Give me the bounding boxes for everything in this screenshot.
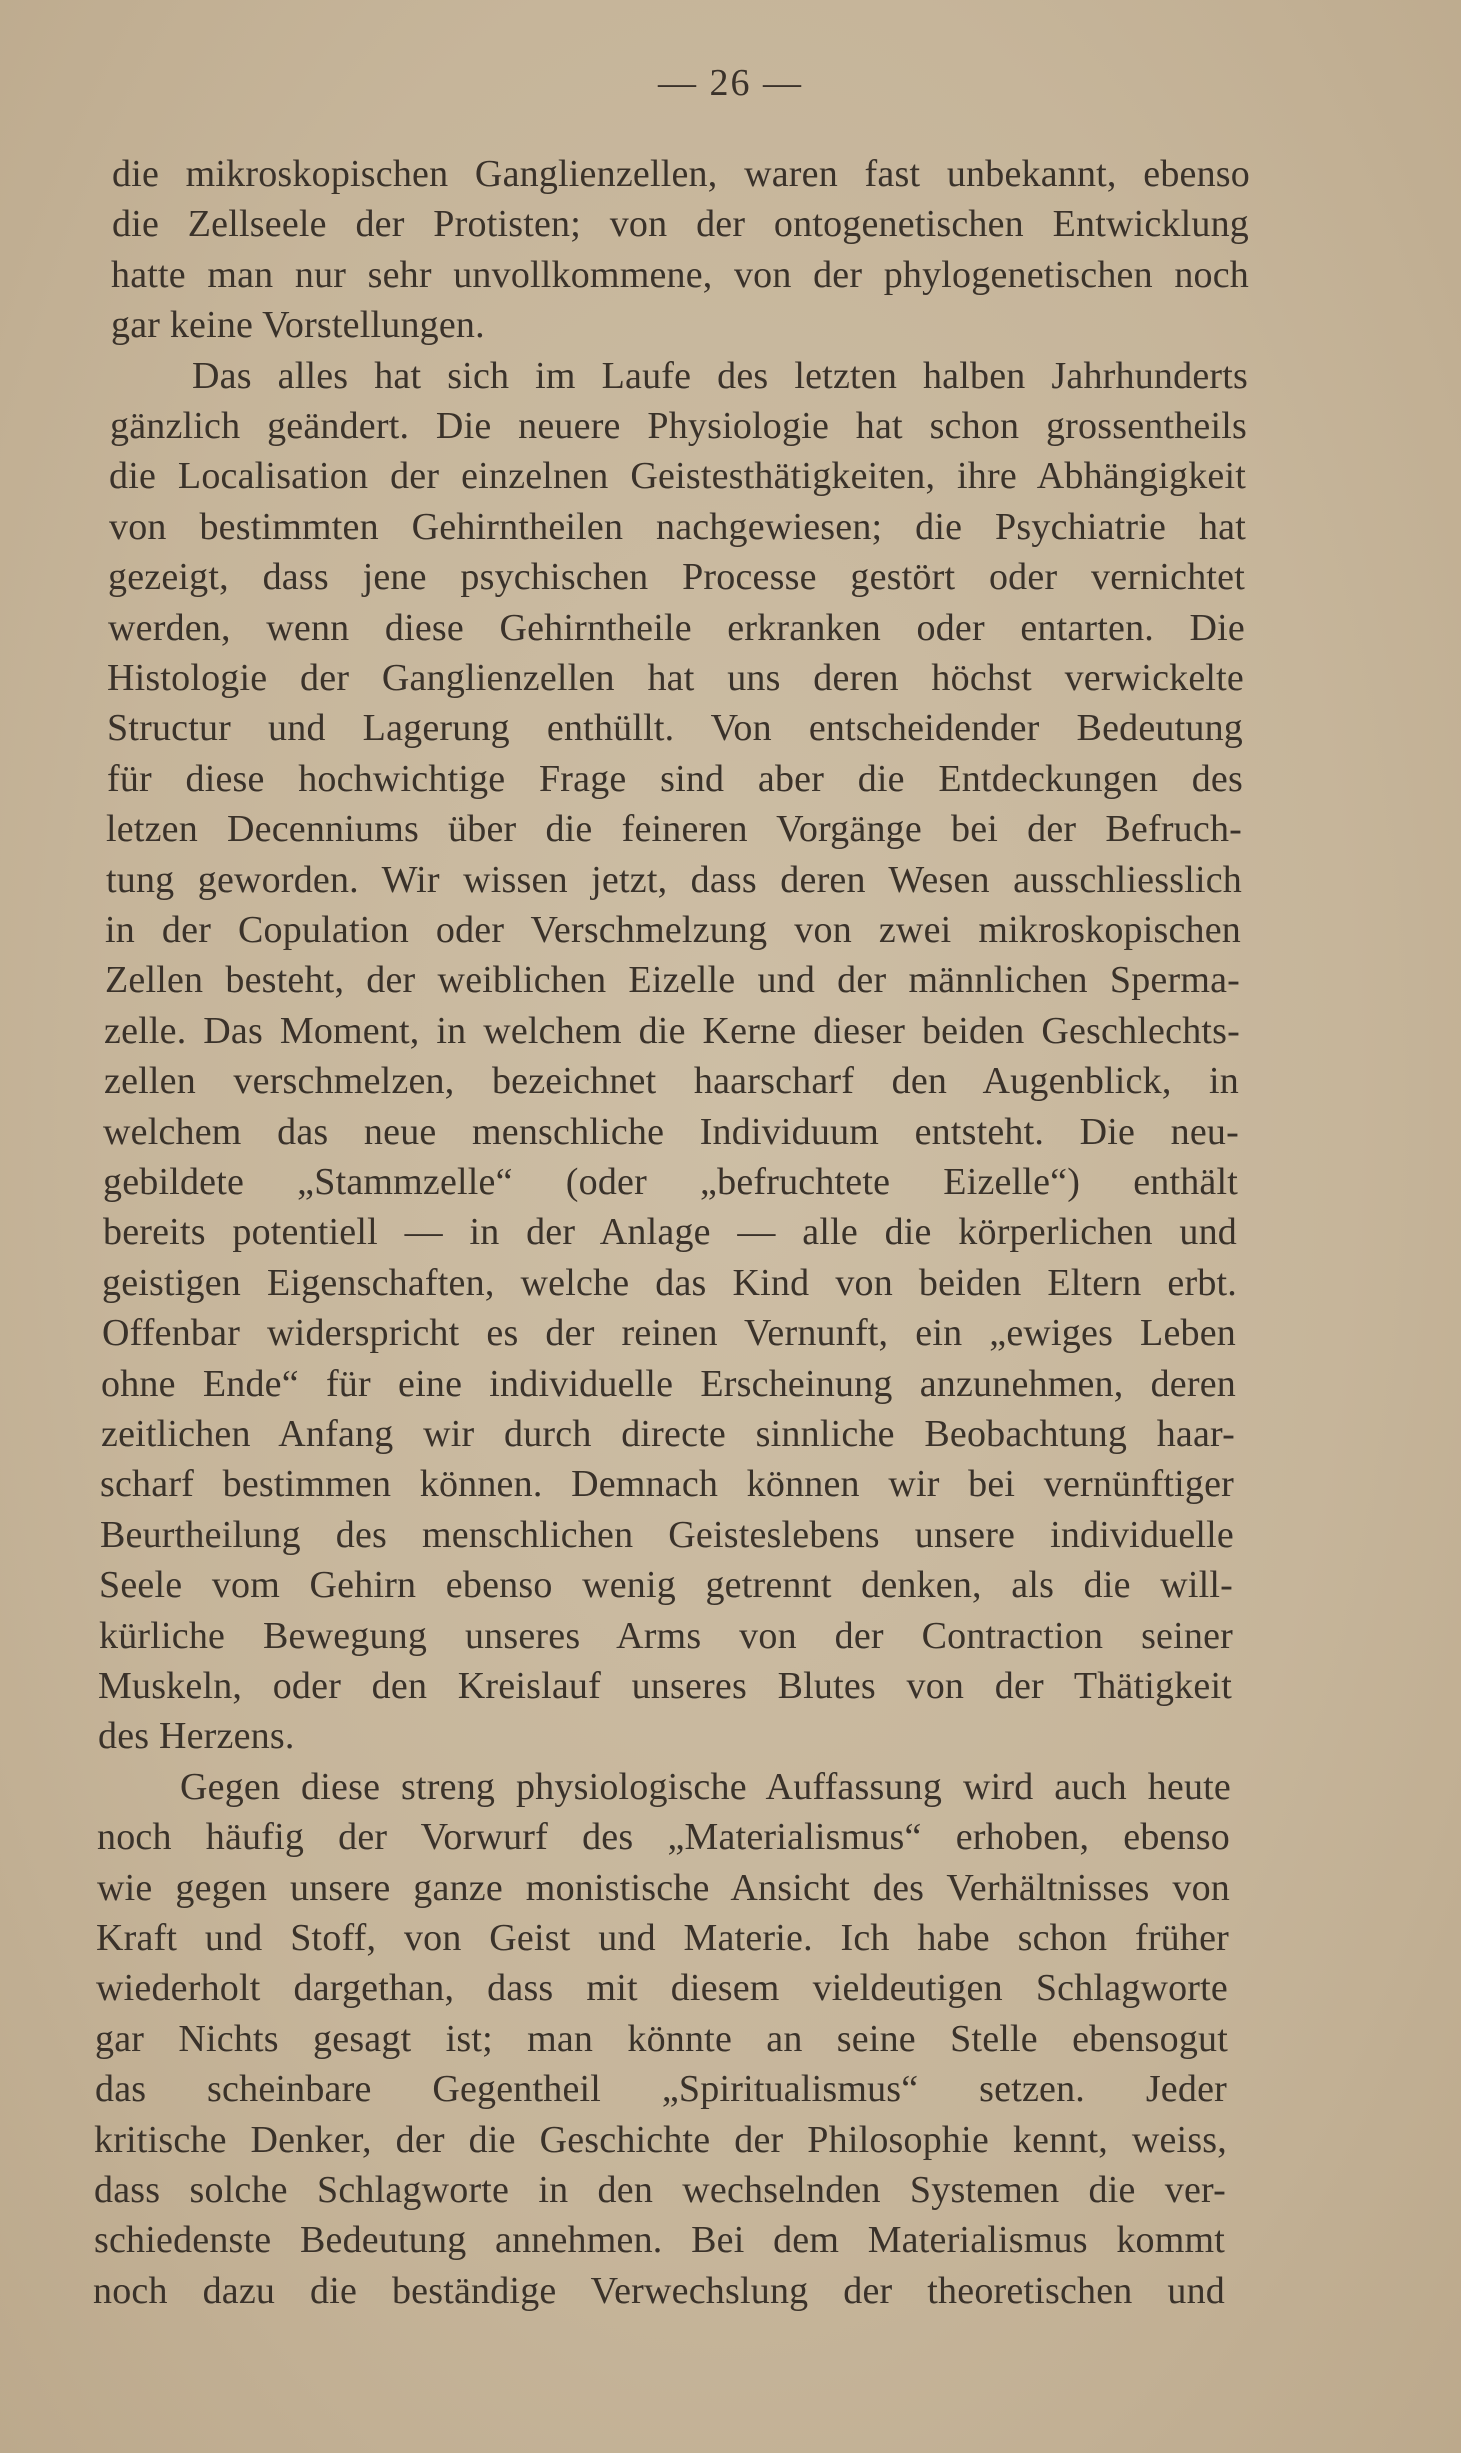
text-line: von bestimmten Gehirntheilen nachgewiesen; die Psychiatrie hat: [109, 505, 1246, 548]
text-line: gezeigt, dass jene psychischen Processe gestört oder vernichtet: [108, 556, 1245, 599]
text-line: kritische Denker, der die Geschichte der Philosophie kennt, weiss,: [94, 2118, 1227, 2161]
text-line: wie gegen unsere ganze monistische Ansicht des Verhältnisses von: [97, 1866, 1230, 1909]
text-line: gar keine Vorstellungen.: [111, 304, 485, 347]
text-line: noch häufig der Vorwurf des „Materialismus“ erhoben, ebenso: [97, 1816, 1230, 1859]
text-line: des Herzens.: [98, 1715, 295, 1758]
text-line: Muskeln, oder den Kreislauf unseres Blutes von der Thätigkeit: [98, 1665, 1232, 1707]
text-line: geistigen Eigenschaften, welche das Kind von beiden Eltern erbt.: [102, 1261, 1237, 1304]
page-number: — 26 —: [658, 62, 803, 104]
text-line: Seele vom Gehirn ebenso wenig getrennt denken, als die will-: [99, 1564, 1233, 1607]
text-line: welchem das neue menschliche Individuum entsteht. Die neu-: [103, 1110, 1239, 1153]
text-line: werden, wenn diese Gehirntheile erkranken oder entarten. Die: [108, 606, 1245, 649]
text-line: Das alles hat sich im Laufe des letzten halben Jahrhunderts: [192, 354, 1248, 397]
text-line: schiedenste Bedeutung annehmen. Bei dem Materialismus kommt: [94, 2219, 1225, 2262]
text-line: kürliche Bewegung unseres Arms von der Contraction seiner: [99, 1614, 1233, 1657]
text-line: für diese hochwichtige Frage sind aber die Entdeckungen des: [107, 757, 1243, 800]
text-line: gänzlich geändert. Die neuere Physiologie hat schon grossentheils: [110, 405, 1247, 447]
text-line: hatte man nur sehr unvollkommene, von der phylogenetischen noch: [111, 253, 1249, 296]
text-line: bereits potentiell — in der Anlage — alle die körperlichen und: [103, 1211, 1237, 1254]
text-line: zeitlichen Anfang wir durch directe sinnliche Beobachtung haar-: [101, 1413, 1235, 1455]
text-line: die Zellseele der Protisten; von der ontogenetischen Entwicklung: [112, 203, 1249, 246]
text-line: die mikroskopischen Ganglienzellen, waren fast unbekannt, ebenso: [112, 153, 1250, 195]
text-line: zellen verschmelzen, bezeichnet haarscharf den Augenblick, in: [104, 1060, 1239, 1103]
text-line: Histologie der Ganglienzellen hat uns deren höchst verwickelte: [107, 657, 1244, 699]
text-line: Offenbar widerspricht es der reinen Vernunft, ein „ewiges Leben: [102, 1312, 1236, 1355]
text-line: in der Copulation oder Verschmelzung von zwei mikroskopischen: [105, 909, 1241, 951]
text-line: Gegen diese streng physiologische Auffassung wird auch heute: [180, 1765, 1231, 1808]
text-line: Structur und Lagerung enthüllt. Von entscheidender Bedeutung: [107, 707, 1243, 750]
text-line: wiederholt dargethan, dass mit diesem vieldeutigen Schlagworte: [96, 1967, 1228, 2010]
text-line: das scheinbare Gegentheil „Spiritualismus“ setzen. Jeder: [95, 2068, 1227, 2111]
text-line: noch dazu die beständige Verwechslung der theoretischen und: [93, 2269, 1225, 2312]
text-line: Kraft und Stoff, von Geist und Materie. Ich habe schon früher: [96, 1917, 1229, 1959]
text-line: zelle. Das Moment, in welchem die Kerne dieser beiden Geschlechts-: [104, 1009, 1240, 1052]
text-line: gebildete „Stammzelle“ (oder „befruchtete Eizelle“) enthält: [103, 1161, 1238, 1203]
text-line: Beurtheilung des menschlichen Geisteslebens unsere individuelle: [100, 1513, 1234, 1556]
text-line: ohne Ende“ für eine individuelle Erscheinung anzunehmen, deren: [101, 1362, 1236, 1405]
text-line: scharf bestimmen können. Demnach können wir bei vernünftiger: [100, 1463, 1234, 1506]
text-line: letzen Decenniums über die feineren Vorgänge bei der Befruch-: [106, 808, 1242, 851]
text-line: dass solche Schlagworte in den wechselnden Systemen die ver-: [94, 2169, 1226, 2211]
text-line: die Localisation der einzelnen Geistesthätigkeiten, ihre Abhängigkeit: [109, 455, 1246, 498]
text-line: Zellen besteht, der weiblichen Eizelle und der männlichen Sperma-: [105, 959, 1240, 1002]
text-line: gar Nichts gesagt ist; man könnte an seine Stelle ebensogut: [95, 2017, 1228, 2060]
text-line: tung geworden. Wir wissen jetzt, dass deren Wesen ausschliesslich: [106, 858, 1242, 901]
